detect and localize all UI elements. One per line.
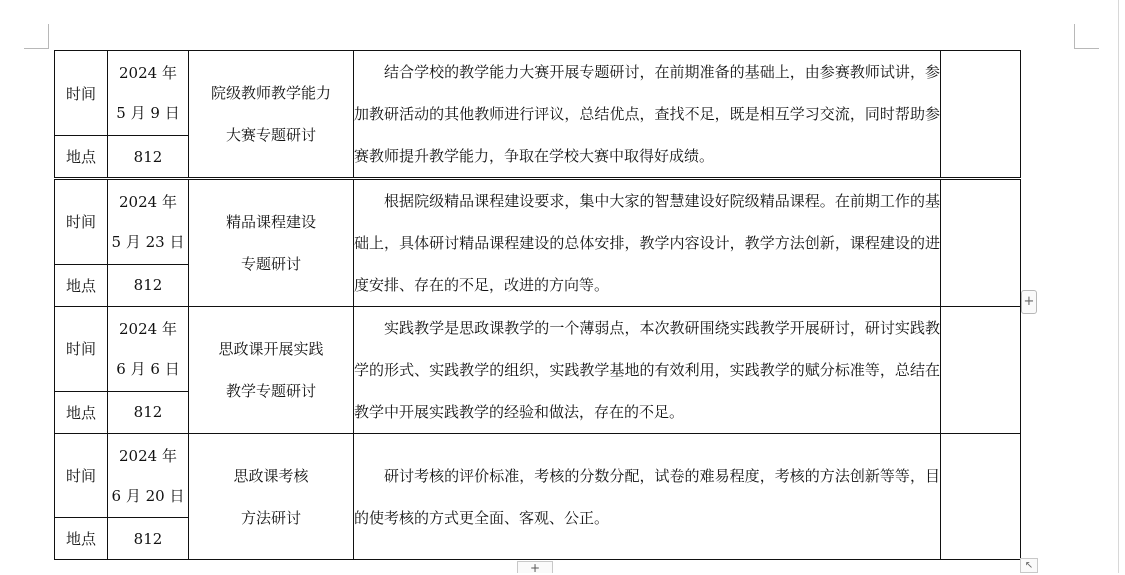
place-label: 地点 xyxy=(55,136,108,179)
date-day: 5 月 23 日 xyxy=(111,232,185,251)
room-cell[interactable]: 812 xyxy=(108,518,189,560)
remarks-cell[interactable] xyxy=(941,307,1021,434)
description-text: 根据院级精品课程建设要求，集中大家的智慧建设好院级精品课程。在前期工作的基础上，具体研讨精品课程建设的总体安排，教学内容设计，教学方法创新，课程建设的进度安排、存在的不足，改进的方向等。 xyxy=(354,192,940,294)
time-label: 时间 xyxy=(55,434,108,518)
description-cell[interactable] xyxy=(354,434,941,560)
description-cell[interactable] xyxy=(354,307,941,434)
description-text: 结合学校的教学能力大赛开展专题研讨，在前期准备的基础上，由参赛教师试讲，参加教研活动的其他教师进行评议，总结优点，查找不足，既是相互学习交流，同时帮助参赛教师提升教学能力，争取在学校大赛中取得好成绩。 xyxy=(354,63,940,165)
table-row xyxy=(55,434,1021,518)
add-row-button[interactable]: + xyxy=(517,561,553,573)
topic-line: 方法研讨 xyxy=(240,508,301,527)
topic-cell[interactable] xyxy=(189,179,354,307)
remarks-cell[interactable] xyxy=(941,51,1021,179)
research-schedule-table xyxy=(54,50,1021,560)
time-label: 时间 xyxy=(55,307,108,392)
date-year: 2024 年 xyxy=(119,64,177,83)
description-cell[interactable] xyxy=(354,179,941,307)
time-label: 时间 xyxy=(55,179,108,265)
room-cell[interactable]: 812 xyxy=(108,391,189,433)
topic-line: 思政课考核 xyxy=(233,466,309,485)
table-row xyxy=(55,179,1021,265)
topic-line: 精品课程建设 xyxy=(225,213,316,231)
date-day: 5 月 9 日 xyxy=(116,104,180,123)
room-cell[interactable]: 812 xyxy=(108,264,189,306)
topic-cell[interactable] xyxy=(189,51,354,179)
remarks-cell[interactable] xyxy=(941,179,1021,307)
description-text: 实践教学是思政课教学的一个薄弱点，本次教研围绕实践教学开展研讨，研讨实践教学的形式、实践教学的组织，实践教学基地的有效利用，实践教学的赋分标准等，总结在教学中开展实践教学的经验和做法，存在的不足。 xyxy=(354,319,940,421)
place-label: 地点 xyxy=(55,518,108,560)
add-column-button[interactable]: + xyxy=(1021,290,1037,314)
date-year: 2024 年 xyxy=(119,192,177,211)
table-row xyxy=(55,307,1021,392)
date-day: 6 月 6 日 xyxy=(116,359,180,378)
place-label: 地点 xyxy=(55,264,108,306)
remarks-cell[interactable] xyxy=(941,434,1021,560)
room-cell[interactable]: 812 xyxy=(108,136,189,179)
description-cell[interactable] xyxy=(354,51,941,179)
date-year: 2024 年 xyxy=(119,446,177,465)
topic-cell[interactable] xyxy=(189,434,354,560)
crop-mark-top-left xyxy=(24,24,49,49)
topic-line: 大赛专题研讨 xyxy=(225,126,316,144)
place-label: 地点 xyxy=(55,391,108,433)
time-label: 时间 xyxy=(55,51,108,136)
topic-line: 思政课开展实践 xyxy=(218,340,324,358)
topic-line: 教学专题研讨 xyxy=(225,382,316,400)
date-cell[interactable] xyxy=(108,307,189,392)
date-year: 2024 年 xyxy=(119,319,177,338)
table-resize-handle[interactable]: ↖ xyxy=(1020,558,1038,573)
date-cell[interactable] xyxy=(108,51,189,136)
date-cell[interactable] xyxy=(108,179,189,265)
topic-line: 院级教师教学能力 xyxy=(210,84,331,102)
date-cell[interactable] xyxy=(108,434,189,518)
table-row xyxy=(55,51,1021,136)
topic-line: 专题研讨 xyxy=(240,255,301,273)
topic-cell[interactable] xyxy=(189,307,354,434)
date-day: 6 月 20 日 xyxy=(111,486,185,505)
description-text: 研讨考核的评价标准，考核的分数分配，试卷的难易程度，考核的方法创新等等，目的使考核的方式更全面、客观、公正。 xyxy=(354,466,940,527)
crop-mark-top-right xyxy=(1074,24,1099,49)
